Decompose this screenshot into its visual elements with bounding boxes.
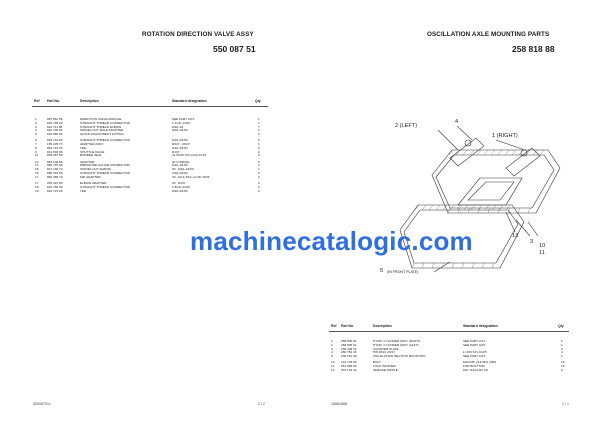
description-cell: PIN DISC ASSY bbox=[373, 350, 396, 355]
part-no-cell: 258 805 01 bbox=[341, 339, 357, 343]
description-cell: DIRECTION VALVE MODULE bbox=[80, 117, 122, 121]
part-no-cell: 887 138 86 bbox=[47, 159, 63, 164]
standard-cell: M12X35 +8.8 SFS 2064 bbox=[463, 360, 497, 365]
ref-cell: 19 bbox=[35, 188, 39, 193]
right-footer-code: 25881888 bbox=[331, 402, 347, 406]
ref-cell: 12 bbox=[35, 159, 39, 164]
ref-cell: 16 bbox=[35, 170, 39, 175]
qty-cell: 1 bbox=[561, 339, 563, 343]
qty-cell: 1 bbox=[258, 128, 260, 133]
description-cell: M/F ADAPTER bbox=[80, 174, 101, 179]
description-cell: PRESSURE GAUGE CONNECTOR bbox=[80, 163, 130, 168]
standard-cell: DIN 71412 AR 1/8 bbox=[463, 367, 488, 372]
standard-cell: (R1-2XR3/4) bbox=[172, 159, 190, 164]
standard-cell: SEE PART LIST bbox=[172, 117, 195, 121]
description-cell: HYDR. CYLINDER ASSY (RIGHT) bbox=[373, 339, 421, 343]
description-cell: SWIVEL NUT MALE ADAPTER bbox=[80, 128, 124, 133]
ref-cell: 4 bbox=[35, 128, 37, 133]
part-no-cell: 816 711 98 bbox=[47, 124, 63, 129]
qty-cell: 2 bbox=[258, 163, 260, 168]
part-no-cell: 817 148 70 bbox=[47, 167, 63, 172]
col-ref: Ref bbox=[331, 324, 337, 328]
ref-cell: 3 bbox=[331, 346, 333, 351]
description-cell: SWIVEL NUT ELBOW bbox=[80, 167, 111, 172]
ref-cell: 13 bbox=[331, 367, 335, 372]
standard-cell: SEE PART LIST bbox=[463, 339, 486, 343]
standard-cell: 9/16~18JIC bbox=[172, 145, 188, 150]
standard-cell: UF~JIC1-3/16~12 SK-R3/4" bbox=[172, 174, 211, 179]
part-no-cell: 816 760 09 bbox=[47, 184, 63, 189]
ref-cell: 6 bbox=[35, 138, 37, 143]
standard-cell: 9/16~18JIC bbox=[172, 138, 188, 143]
description-cell: STRAIGHT THREAD ELBOW bbox=[80, 124, 122, 129]
right-page-title: OSCILLATION AXLE MOUNTING PARTS bbox=[427, 31, 550, 38]
qty-cell: 2 bbox=[258, 149, 260, 154]
callout-10: 10 bbox=[539, 243, 546, 249]
standard-cell: 9/16~18 bbox=[172, 124, 184, 129]
part-no-cell: 882 389 79 bbox=[47, 174, 63, 179]
standard-cell: FOR BOLT M12 bbox=[463, 364, 486, 369]
callout-11: 11 bbox=[539, 250, 545, 256]
ref-cell: 15 bbox=[35, 167, 39, 172]
ref-cell: 10 bbox=[331, 360, 335, 365]
description-cell: BOLT bbox=[373, 360, 381, 365]
description-cell: TEE bbox=[80, 188, 87, 193]
qty-cell: 2 bbox=[258, 184, 260, 189]
standard-cell: 9/16~18JIC bbox=[172, 163, 188, 168]
ref-cell: 2 bbox=[331, 342, 333, 347]
part-no-cell: 816 799 20 bbox=[47, 120, 63, 125]
callout-13: 13 bbox=[512, 233, 519, 239]
qty-cell: 2 bbox=[258, 132, 260, 136]
qty-cell: 16 bbox=[561, 360, 565, 365]
part-no-cell: 880 778 90 bbox=[47, 163, 63, 168]
ref-cell: 13 bbox=[35, 163, 39, 168]
description-cell: HYDR. CYLINDER ASSY (LEFT) bbox=[373, 342, 419, 347]
callout-3: 3 bbox=[530, 239, 534, 245]
ref-cell: 5 bbox=[35, 132, 37, 136]
qty-cell: 2 bbox=[258, 153, 260, 158]
ref-cell: 1 bbox=[331, 339, 333, 343]
ref-cell: 3 bbox=[35, 124, 37, 129]
qty-cell: 1 bbox=[258, 142, 260, 147]
part-no-cell: 570 132 40 bbox=[341, 367, 357, 372]
standard-cell: R1/4" bbox=[172, 149, 180, 154]
qty-cell: 7 bbox=[258, 124, 260, 129]
description-cell: COUNTER PLATE bbox=[373, 346, 399, 351]
standard-cell: 1.5/16~12JIC bbox=[172, 184, 191, 189]
left-footer-code: 55008751c bbox=[33, 402, 51, 406]
callout-2-left: 2 (LEFT) bbox=[395, 123, 418, 129]
col-part-no: Part No. bbox=[341, 324, 354, 328]
callout-4: 4 bbox=[455, 119, 459, 125]
left-page-part-number: 550 087 51 bbox=[213, 44, 256, 54]
qty-cell: 1 bbox=[258, 167, 260, 172]
standard-cell: 1.1/16~12JIC bbox=[172, 120, 191, 125]
qty-cell: 4 bbox=[561, 350, 563, 355]
standard-cell: 9/16~18JIC bbox=[172, 170, 188, 175]
right-footer-page: 1 / 1 bbox=[562, 402, 569, 406]
standard-cell: L=150 SYL D125 bbox=[463, 350, 487, 355]
standard-cell: 90 , 9/16~18JIC bbox=[172, 167, 194, 172]
description-cell: TEE bbox=[80, 145, 87, 150]
qty-cell: 2 bbox=[258, 174, 260, 179]
ref-cell: 4 bbox=[331, 350, 333, 355]
qty-cell: 1 bbox=[561, 354, 563, 358]
qty-cell: 2 bbox=[258, 159, 260, 164]
part-no-cell: 816 701 83 bbox=[47, 138, 63, 143]
ref-cell: 9 bbox=[35, 149, 37, 154]
description-cell: STRAIGHT THREAD CONNECTOR bbox=[80, 120, 130, 125]
callout-1-right: 1 (RIGHT) bbox=[492, 133, 518, 139]
part-no-cell: 812 503 86 bbox=[47, 149, 63, 154]
part-no-cell: 260 781 36 bbox=[341, 350, 357, 355]
ref-cell: 5 bbox=[331, 354, 333, 358]
qty-cell: 1 bbox=[561, 342, 563, 347]
part-no-cell: 888 401 59 bbox=[47, 170, 63, 175]
ref-cell: 11 bbox=[35, 153, 39, 158]
ref-cell: 11 bbox=[331, 364, 335, 369]
callout-5: 5 bbox=[380, 268, 384, 274]
header-divider bbox=[329, 331, 569, 332]
qty-cell: 2 bbox=[561, 346, 563, 351]
part-no-cell: 258 805 01 bbox=[341, 342, 357, 347]
part-no-cell: 816 705 84 bbox=[47, 128, 63, 133]
standard-cell: SEE PART LIST bbox=[463, 342, 486, 347]
col-qty: Qty bbox=[558, 324, 564, 328]
part-no-cell: 155 205 73 bbox=[47, 142, 63, 147]
description-cell: STRAIGHT THREAD CONNECTOR bbox=[80, 170, 130, 175]
ref-cell: 17 bbox=[35, 174, 39, 179]
right-page bbox=[300, 0, 600, 424]
part-no-cell: 142 778 90 bbox=[341, 360, 357, 365]
col-standard: Standard designation bbox=[463, 324, 498, 328]
col-part-no: Part No. bbox=[47, 99, 60, 103]
col-ref: Ref bbox=[34, 99, 40, 103]
col-standard: Standard designation bbox=[172, 99, 207, 103]
col-description: Description bbox=[80, 99, 99, 103]
description-cell: ADAPTER bbox=[80, 159, 95, 164]
left-footer-page: 2 / 2 bbox=[258, 402, 265, 406]
part-no-cell: 887 861 55 bbox=[47, 117, 63, 121]
header-divider bbox=[32, 106, 268, 107]
ref-cell: 2 bbox=[35, 120, 37, 125]
part-no-cell: 851 068 05 bbox=[341, 364, 357, 369]
ref-cell: 17 bbox=[35, 181, 39, 186]
part-no-cell: 805 367 58 bbox=[47, 153, 63, 158]
description-cell: ADAPTER ASSY bbox=[80, 142, 104, 147]
left-page-title: ROTATION DIRECTION VALVE ASSY bbox=[142, 31, 254, 38]
part-no-cell: 816 719 05 bbox=[47, 188, 63, 193]
callout-5-note: (IN FRONT PLATE) bbox=[387, 270, 419, 274]
qty-cell: 2 bbox=[561, 367, 563, 372]
part-no-cell: 254 407 90 bbox=[47, 181, 63, 186]
standard-cell: 9/16~18JIC bbox=[172, 188, 188, 193]
ref-cell: 8 bbox=[35, 145, 37, 150]
description-cell: GREASE NIPPLE bbox=[373, 367, 398, 372]
description-cell: SHUTTLE VALVE bbox=[80, 149, 105, 154]
description-cell: OSCILLATION SECTION MOUNTING bbox=[373, 354, 426, 358]
col-description: Description bbox=[373, 324, 392, 328]
standard-cell: SEE PART LIST bbox=[463, 354, 486, 358]
standard-cell: 90 , R3/4" bbox=[172, 181, 186, 186]
col-qty: Qty bbox=[255, 99, 261, 103]
ref-cell: 7 bbox=[35, 142, 37, 147]
qty-cell: 1 bbox=[258, 117, 260, 121]
qty-cell: 16 bbox=[561, 364, 565, 369]
part-no-cell: 816 865 84 bbox=[47, 132, 63, 136]
ref-cell: 1 bbox=[35, 117, 37, 121]
standard-cell: 21.5X28.7X2.0 D2-23.15 bbox=[172, 153, 207, 158]
description-cell: ELBOW ADAPTER bbox=[80, 181, 107, 186]
description-cell: BONDED SEAL bbox=[80, 153, 103, 158]
standard-cell: 9/16~18JIC bbox=[172, 128, 188, 133]
description-cell: STRAIGHT THREAD CONNECTOR bbox=[80, 184, 130, 189]
part-no-cell: 816 719 05 bbox=[47, 145, 63, 150]
qty-cell: 2 bbox=[258, 170, 260, 175]
qty-cell: 2 bbox=[258, 145, 260, 150]
description-cell: STRAIGHT THREAD CONNECTOR bbox=[80, 138, 130, 143]
description-cell: LOCK WASHER bbox=[373, 364, 396, 369]
part-no-cell: 236 409 16 bbox=[341, 346, 357, 351]
watermark: machinecatalogic.com bbox=[190, 226, 473, 256]
part-no-cell: 236 251 38 bbox=[341, 354, 357, 358]
description-cell: QUICK DISCONNECT FITTING bbox=[80, 132, 124, 136]
right-page-part-number: 258 818 88 bbox=[512, 44, 555, 54]
standard-cell: R3/4" - R3/4" bbox=[172, 142, 191, 147]
qty-cell: 2 bbox=[258, 181, 260, 186]
qty-cell: 5 bbox=[258, 138, 260, 143]
qty-cell: 1 bbox=[258, 120, 260, 125]
ref-cell: 18 bbox=[35, 184, 39, 189]
qty-cell: 2 bbox=[258, 188, 260, 193]
